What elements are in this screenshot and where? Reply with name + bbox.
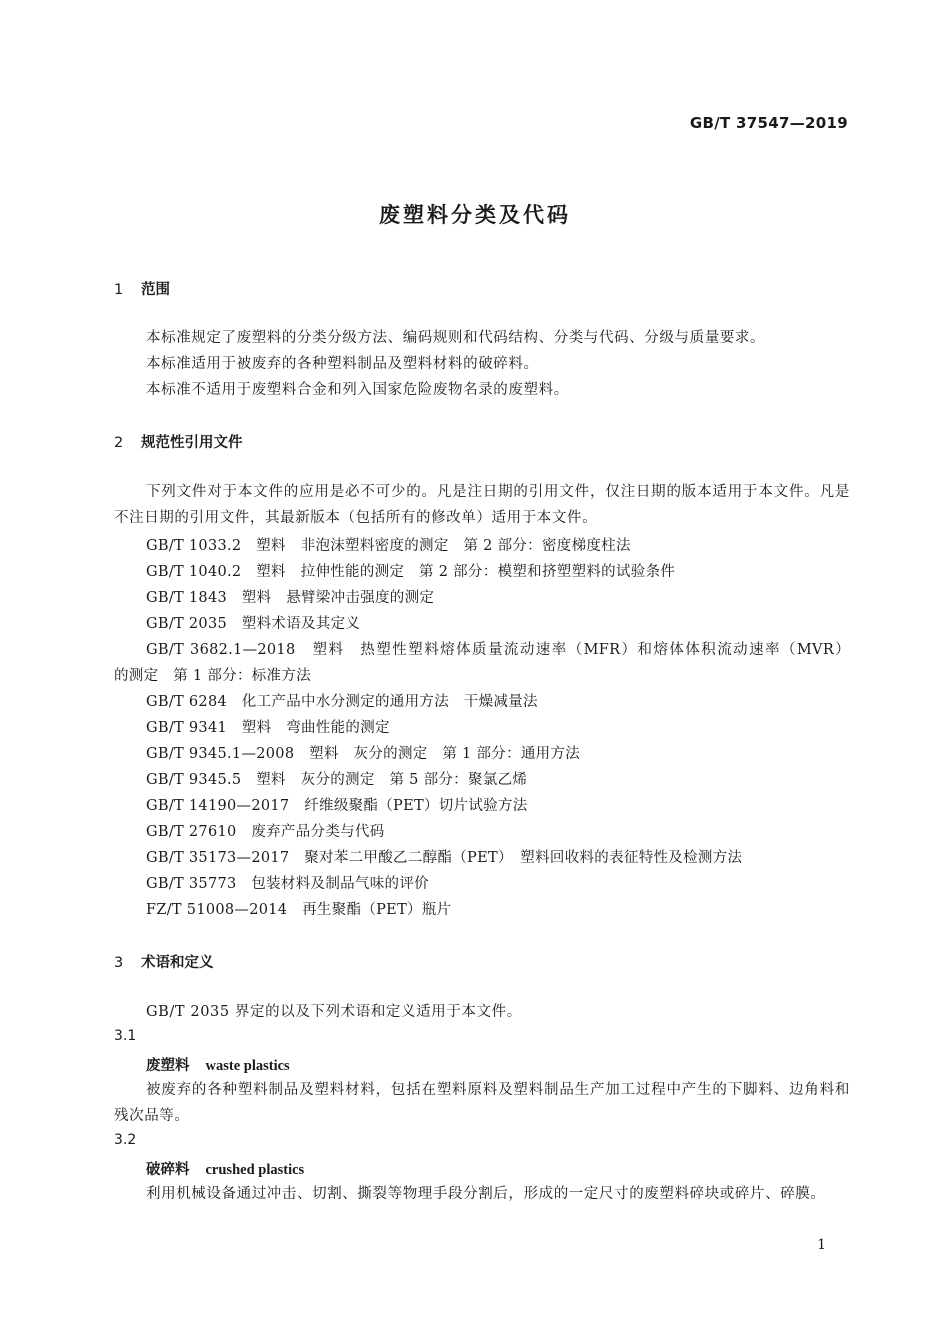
document-title: 废塑料分类及代码 <box>379 203 571 227</box>
reference-item: GB/T 3682.1—2018 塑料 热塑性塑料熔体质量流动速率（MFR）和熔体体积流动速率（MVR） <box>146 642 850 658</box>
standard-number: GB/T 37547—2019 <box>689 114 848 132</box>
reference-item: GB/T 35173—2017 聚对苯二甲酸乙二醇酯（PET） 塑料回收料的表征特性及检测方法 <box>146 850 743 866</box>
section-number: 1 <box>114 282 124 298</box>
reference-item: FZ/T 51008—2014 再生聚酯（PET）瓶片 <box>146 902 452 918</box>
reference-item: GB/T 1843 塑料 悬臂梁冲击强度的测定 <box>146 590 435 606</box>
reference-item: GB/T 9341 塑料 弯曲性能的测定 <box>146 720 390 736</box>
term-number: 3.2 <box>114 1132 137 1148</box>
scope-paragraph: 本标准适用于被废弃的各种塑料制品及塑料材料的破碎料。 <box>146 356 539 372</box>
scope-paragraph: 本标准不适用于废塑料合金和列入国家危险废物名录的废塑料。 <box>146 382 569 398</box>
reference-item: GB/T 9345.5 塑料 灰分的测定 第 5 部分：聚氯乙烯 <box>146 772 528 788</box>
term-number: 3.1 <box>114 1028 137 1044</box>
reference-item: GB/T 1033.2 塑料 非泡沫塑料密度的测定 第 2 部分：密度梯度柱法 <box>146 538 631 554</box>
section-1-heading <box>114 278 170 299</box>
term-english: waste plastics <box>205 1058 290 1074</box>
section-title: 规范性引用文件 <box>141 435 243 451</box>
reference-item: GB/T 35773 包装材料及制品气味的评价 <box>146 876 429 892</box>
section-title: 范围 <box>141 282 170 298</box>
term-definition: 被废弃的各种塑料制品及塑料材料，包括在塑料原料及塑料制品生产加工过程中产生的下脚料、边角料和残次品等。 <box>114 1082 850 1124</box>
term-heading <box>146 1054 290 1075</box>
reference-item: GB/T 27610 废弃产品分类与代码 <box>146 824 385 840</box>
section-2-heading <box>114 431 243 452</box>
reference-item: GB/T 9345.1—2008 塑料 灰分的测定 第 1 部分：通用方法 <box>146 746 581 762</box>
term-chinese: 废塑料 <box>146 1057 190 1074</box>
reference-item: GB/T 6284 化工产品中水分测定的通用方法 干燥减量法 <box>146 694 538 710</box>
section-3-heading <box>114 951 214 972</box>
term-heading <box>146 1158 304 1179</box>
scope-paragraph: 本标准规定了废塑料的分类分级方法、编码规则和代码结构、分类与代码、分级与质量要求。 <box>146 330 766 346</box>
reference-item: GB/T 2035 塑料术语及其定义 <box>146 616 361 632</box>
term-chinese: 破碎料 <box>146 1161 190 1178</box>
references-intro: 下列文件对于本文件的应用是必不可少的。凡是注日期的引用文件，仅注日期的版本适用于本文件。凡是不注日期的引用文件，其最新版本（包括所有的修改单）适用于本文件。 <box>114 484 850 526</box>
section-number: 3 <box>114 955 124 971</box>
term-definition: 利用机械设备通过冲击、切割、撕裂等物理手段分割后，形成的一定尺寸的废塑料碎块或碎片、碎膜。 <box>146 1186 826 1202</box>
reference-item: GB/T 14190—2017 纤维级聚酯（PET）切片试验方法 <box>146 798 528 814</box>
section-number: 2 <box>114 435 124 451</box>
reference-item: GB/T 1040.2 塑料 拉伸性能的测定 第 2 部分：模塑和挤塑塑料的试验条件 <box>146 564 676 580</box>
section-title: 术语和定义 <box>141 955 214 971</box>
reference-item-continued: 的测定 第 1 部分：标准方法 <box>114 668 311 684</box>
term-english: crushed plastics <box>205 1162 305 1178</box>
page-number: 1 <box>817 1237 826 1253</box>
terms-intro: GB/T 2035 界定的以及下列术语和定义适用于本文件。 <box>146 1004 522 1020</box>
